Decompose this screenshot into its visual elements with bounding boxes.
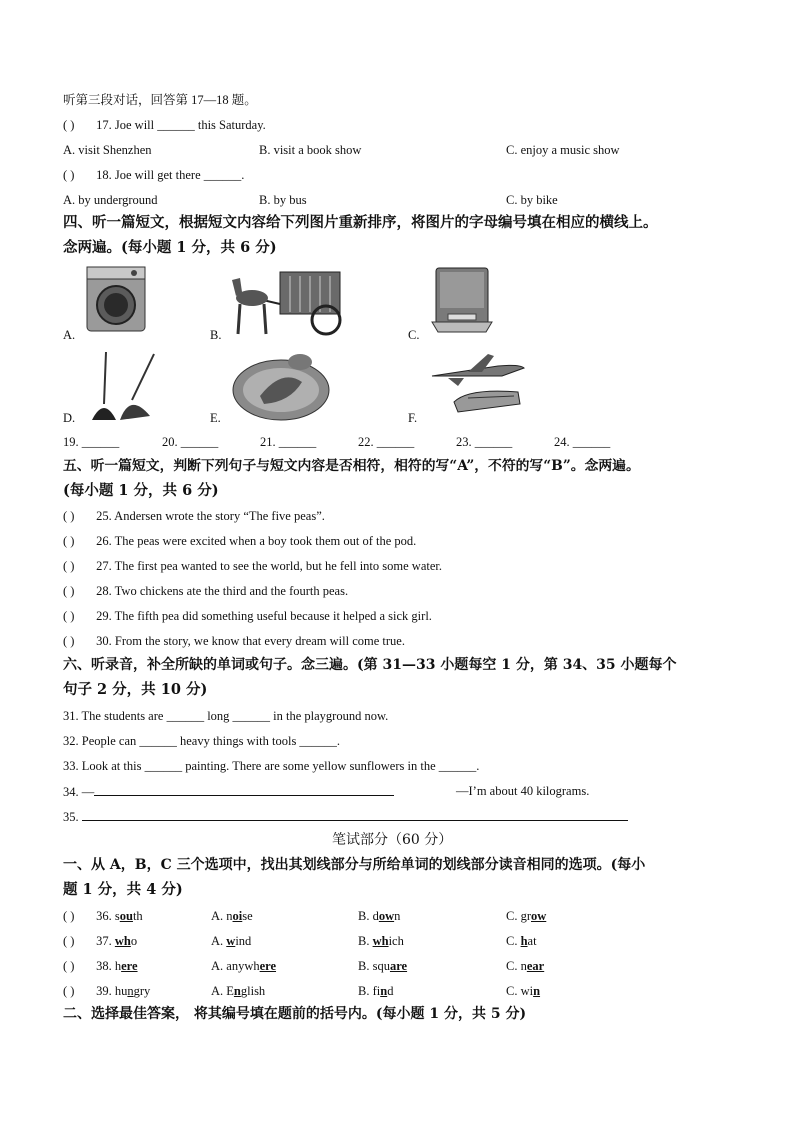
answer-line[interactable]: [82, 808, 628, 821]
written-part-title: 笔试部分（60 分）: [332, 832, 453, 848]
section3-intro: 听第三段对话，回答第 17—18 题。: [63, 93, 257, 107]
underlined-part: n: [127, 984, 134, 998]
question-text: 18. Joe will get there ______.: [96, 168, 245, 182]
word-part: s: [114, 909, 120, 923]
word-part: th: [132, 909, 143, 923]
underlined-part: ere: [121, 959, 138, 973]
cooker-icon: [428, 264, 496, 336]
question-31: 31. The students are ______ long ______ in the playground now.: [63, 709, 389, 723]
question-34-response: —I’m about 40 kilograms.: [456, 784, 590, 798]
option-c: C. grow: [506, 909, 547, 923]
answer-paren: ( ): [63, 509, 75, 523]
pic-label-c: C.: [408, 328, 420, 342]
answer-paren: ( ): [63, 584, 75, 598]
written-section1-title: 一、从 A，B，C 三个选项中，找出其划线部分与所给单词的划线部分读音相同的选项。(每小: [63, 857, 646, 873]
written-section2-title: 二、选择最佳答案， 将其编号填在题前的括号内。(每小题 1 分，共 5 分): [63, 1006, 527, 1022]
answer-paren: ( ): [63, 909, 75, 923]
question-34: [63, 783, 394, 800]
item-number: 36.: [96, 909, 115, 923]
answer-paren: ( ): [63, 534, 75, 548]
hand-washing-icon: [230, 346, 332, 424]
option-b: B. visit a book show: [259, 143, 362, 157]
phonics-item-36: [63, 908, 143, 924]
pic-label-e: E.: [210, 411, 221, 425]
question-32: 32. People can ______ heavy things with tools ______.: [63, 734, 341, 748]
judge-item-28: [63, 583, 348, 599]
question-35: [63, 808, 628, 825]
blank-22[interactable]: 22. ______: [358, 435, 415, 449]
section4-subtitle: 念两遍。(每小题 1 分，共 6 分): [63, 239, 277, 256]
question-34-label: 34. —: [63, 785, 95, 799]
blank-23[interactable]: 23. ______: [456, 435, 513, 449]
answer-paren: ( ): [63, 984, 75, 998]
phonics-item-37: [63, 933, 137, 949]
option-a: A. by underground: [63, 193, 158, 207]
word-part: o: [130, 934, 138, 948]
option-b: B. find: [358, 984, 394, 998]
section5-subtitle: (每小题 1 分，共 6 分): [63, 482, 219, 499]
pic-label-b: B.: [210, 328, 222, 342]
plane-train-icon: [428, 352, 528, 418]
pic-label-d: D.: [63, 411, 76, 425]
section6-title: 六、听录音，补全所缺的单词或句子。念三遍。(第 31—33 小题每空 1 分，第 34、35 小题每个: [63, 657, 677, 673]
item-number: 38.: [96, 959, 115, 973]
answer-paren: ( ): [63, 634, 75, 648]
option-a: A. English: [211, 984, 266, 998]
section6-subtitle: 句子 2 分，共 10 分): [63, 681, 208, 698]
pic-label-a: A.: [63, 328, 76, 342]
answer-paren: ( ): [63, 934, 75, 948]
judge-item-27: [63, 558, 442, 574]
option-c: C. enjoy a music show: [506, 143, 620, 157]
option-a: A. noise: [211, 909, 253, 923]
item-text: 28. Two chickens ate the third and the fourth peas.: [96, 584, 349, 598]
phonics-item-38: [63, 958, 138, 974]
underlined-part: wh: [114, 934, 131, 948]
question-33: 33. Look at this ______ painting. There are some yellow sunflowers in the ______.: [63, 759, 480, 773]
blank-21[interactable]: 21. ______: [260, 435, 317, 449]
option-a: A. visit Shenzhen: [63, 143, 152, 157]
option-c: C. by bike: [506, 193, 558, 207]
section4-title: 四、听一篇短文，根据短文内容给下列图片重新排序，将图片的字母编号填在相应的横线上。: [63, 214, 658, 231]
option-a: A. anywhere: [211, 959, 277, 973]
question-17: [63, 117, 266, 133]
brooms-icon: [86, 350, 156, 422]
word-part: gry: [133, 984, 151, 998]
question-18: [63, 167, 244, 183]
judge-item-25: [63, 508, 325, 524]
judge-item-29: [63, 608, 432, 624]
answer-paren: ( ): [63, 168, 75, 182]
option-c: C. hat: [506, 934, 537, 948]
answer-paren: ( ): [63, 959, 75, 973]
section5-title: 五、听一篇短文，判断下列句子与短文内容是否相符，相符的写“A”，不符的写“B”。念两遍。: [63, 458, 640, 474]
answer-paren: ( ): [63, 118, 75, 132]
washing-machine-icon: [84, 264, 150, 334]
word-part: h: [114, 959, 122, 973]
pic-label-f: F.: [408, 411, 418, 425]
underlined-part: ou: [119, 909, 133, 923]
option-a: A. wind: [211, 934, 252, 948]
item-text: 25. Andersen wrote the story “The five peas”.: [96, 509, 325, 523]
answer-paren: ( ): [63, 609, 75, 623]
written-section1-subtitle: 题 1 分，共 4 分): [63, 881, 183, 898]
judge-item-26: [63, 533, 416, 549]
item-text: 29. The fifth pea did something useful because it helped a sick girl.: [96, 609, 432, 623]
blank-24[interactable]: 24. ______: [554, 435, 611, 449]
answer-line[interactable]: [94, 783, 394, 796]
item-text: 26. The peas were excited when a boy took them out of the pod.: [96, 534, 417, 548]
item-number: 39.: [96, 984, 115, 998]
question-35-label: 35.: [63, 810, 79, 824]
option-c: C. win: [506, 984, 541, 998]
blank-20[interactable]: 20. ______: [162, 435, 219, 449]
judge-item-30: [63, 633, 405, 649]
question-text: 17. Joe will ______ this Saturday.: [96, 118, 266, 132]
word-part: hu: [114, 984, 128, 998]
answer-paren: ( ): [63, 559, 75, 573]
item-text: 30. From the story, we know that every dream will come true.: [96, 634, 405, 648]
item-text: 27. The first pea wanted to see the world, but he fell into some water.: [96, 559, 442, 573]
phonics-item-39: [63, 983, 150, 999]
option-b: B. down: [358, 909, 401, 923]
item-number: 37.: [96, 934, 115, 948]
horse-carriage-icon: [230, 266, 345, 338]
option-c: C. near: [506, 959, 545, 973]
option-b: B. by bus: [259, 193, 307, 207]
option-b: B. square: [358, 959, 408, 973]
blank-19[interactable]: 19. ______: [63, 435, 120, 449]
option-b: B. which: [358, 934, 404, 948]
